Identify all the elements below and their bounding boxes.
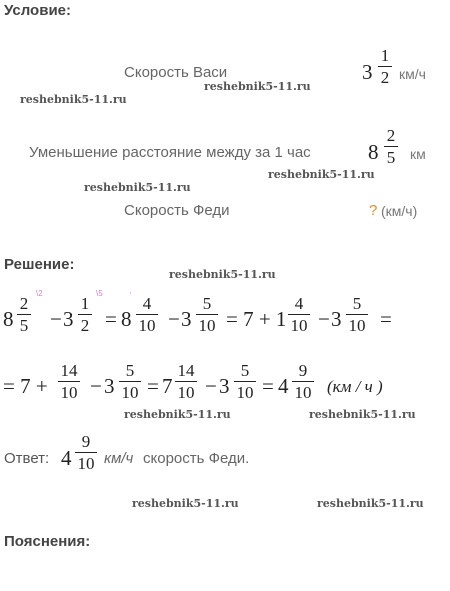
step2-unit: (км / ч ) <box>327 377 383 396</box>
numerator: 5 <box>125 361 135 380</box>
step2-whole-5: 4 <box>278 374 289 398</box>
fedya-speed-label: Скорость Феди <box>124 202 230 219</box>
step2-sum-text: = 7 + <box>3 374 48 398</box>
denominator: 10 <box>290 316 308 335</box>
explanations-heading: Пояснения: <box>4 533 91 550</box>
numerator: 14 <box>60 361 78 380</box>
step1-whole-4: 3 <box>181 307 192 331</box>
distance-decrease-whole: 8 <box>368 140 379 164</box>
denominator: 10 <box>121 383 139 402</box>
step1-whole-1: 8 <box>3 307 14 331</box>
watermark: reshebnik5-11.ru <box>124 408 231 421</box>
minus-sign: − <box>168 307 180 331</box>
watermark: reshebnik5-11.ru <box>84 181 191 194</box>
numerator: 4 <box>142 294 152 313</box>
vasya-speed-whole: 3 <box>362 60 373 84</box>
fraction-bar <box>288 314 310 315</box>
fraction-bar <box>78 314 92 315</box>
answer-fraction <box>75 432 97 473</box>
watermark: reshebnik5-11.ru <box>268 168 375 181</box>
fraction-bar <box>384 146 398 147</box>
fraction-bar <box>234 381 256 382</box>
vasya-speed-label: Скорость Васи <box>124 64 228 81</box>
minus-sign: − <box>90 374 102 398</box>
step2-frac-1 <box>58 361 80 402</box>
step2-whole-3: 7 <box>162 374 173 398</box>
step2-whole-4: 3 <box>219 374 230 398</box>
denominator: 10 <box>294 383 312 402</box>
denominator: 10 <box>236 383 254 402</box>
numerator: 1 <box>380 46 390 65</box>
distance-decrease-label: Уменьшение расстояние между за 1 час <box>29 144 311 161</box>
solution-heading: Решение: <box>4 256 75 273</box>
step1-frac-4 <box>196 294 218 335</box>
denominator: 2 <box>380 68 390 87</box>
fedya-speed-unit: (км/ч) <box>381 203 418 219</box>
equals-sign: = <box>262 374 274 398</box>
fraction-bar <box>136 314 158 315</box>
equals-sign: = <box>105 307 117 331</box>
answer-whole: 4 <box>61 446 72 470</box>
step2-frac-4 <box>234 361 256 402</box>
step1-sum-text: = 7 + 1 <box>226 307 287 331</box>
denominator: 10 <box>348 316 366 335</box>
minus-sign: − <box>318 307 330 331</box>
step1-frac-6 <box>346 294 368 335</box>
numerator: 14 <box>177 361 195 380</box>
watermark: reshebnik5-11.ru <box>132 497 239 510</box>
multiplier-mark-3: ' <box>130 291 132 300</box>
fraction-bar <box>119 381 141 382</box>
numerator: 2 <box>386 126 396 145</box>
fraction-bar <box>292 381 314 382</box>
denominator: 5 <box>19 316 29 335</box>
fraction-bar <box>58 381 80 382</box>
numerator: 2 <box>19 294 29 313</box>
step1-frac-5 <box>288 294 310 335</box>
numerator: 5 <box>352 294 362 313</box>
answer-label: Ответ: <box>4 450 50 467</box>
watermark: reshebnik5-11.ru <box>309 408 416 421</box>
numerator: 9 <box>298 361 308 380</box>
fraction-bar <box>17 314 31 315</box>
equals-sign: = <box>147 374 159 398</box>
minus-sign: − <box>205 374 217 398</box>
fraction-bar <box>196 314 218 315</box>
watermark: reshebnik5-11.ru <box>169 268 276 281</box>
distance-decrease-unit: км <box>410 146 426 162</box>
vasya-speed-unit: км/ч <box>399 66 426 82</box>
numerator: 5 <box>240 361 250 380</box>
condition-heading: Условие: <box>4 2 72 19</box>
denominator: 5 <box>386 148 396 167</box>
numerator: 1 <box>80 294 90 313</box>
step2-frac-5 <box>292 361 314 402</box>
step1-frac-2 <box>78 294 92 335</box>
step1-whole-2: 3 <box>63 307 74 331</box>
step2-whole-2: 3 <box>104 374 115 398</box>
denominator: 10 <box>138 316 156 335</box>
fraction-bar <box>175 381 197 382</box>
fraction-bar <box>346 314 368 315</box>
denominator: 10 <box>77 454 95 473</box>
multiplier-mark-1: \2 <box>36 289 43 298</box>
fraction-bar <box>75 452 97 453</box>
distance-decrease-fraction <box>384 126 398 167</box>
watermark: reshebnik5-11.ru <box>20 93 127 106</box>
numerator: 5 <box>202 294 212 313</box>
step1-whole-6: 3 <box>331 307 342 331</box>
step1-frac-3 <box>136 294 158 335</box>
multiplier-mark-2: \5 <box>96 289 103 298</box>
answer-text: скорость Феди. <box>143 450 250 467</box>
equals-sign: = <box>380 307 392 331</box>
step2-frac-2 <box>119 361 141 402</box>
step2-frac-3 <box>175 361 197 402</box>
watermark: reshebnik5-11.ru <box>204 80 311 93</box>
minus-sign: − <box>50 307 62 331</box>
numerator: 4 <box>294 294 304 313</box>
fedya-speed-unknown: ? <box>369 202 378 219</box>
watermark: reshebnik5-11.ru <box>317 497 424 510</box>
vasya-speed-fraction <box>378 46 392 87</box>
numerator: 9 <box>81 432 91 451</box>
step1-frac-1 <box>17 294 31 335</box>
answer-unit: км/ч <box>104 450 134 467</box>
denominator: 10 <box>60 383 78 402</box>
denominator: 10 <box>198 316 216 335</box>
denominator: 10 <box>177 383 195 402</box>
fraction-bar <box>378 66 392 67</box>
step1-whole-3: 8 <box>121 307 132 331</box>
denominator: 2 <box>80 316 90 335</box>
